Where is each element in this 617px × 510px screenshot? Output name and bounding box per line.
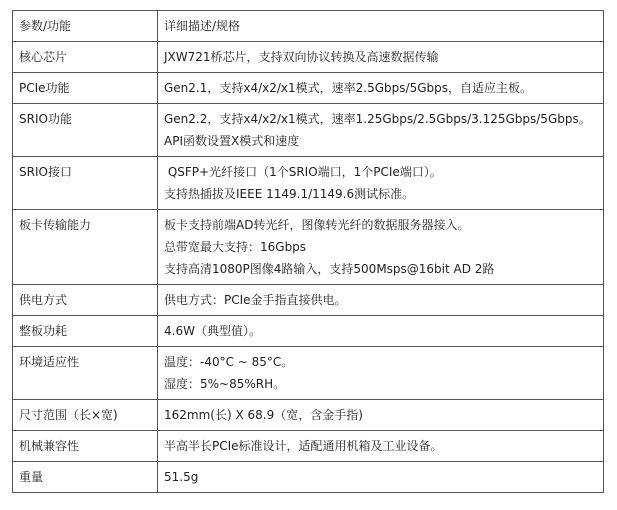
desc-line: 162mm(长) X 68.9（宽，含金手指) (164, 408, 363, 422)
param-cell (13, 462, 158, 493)
table-row (13, 157, 604, 210)
param-cell (13, 316, 158, 347)
desc-line: API函数设置X模式和速度 (164, 134, 300, 148)
param-cell (13, 73, 158, 104)
param-cell (13, 431, 158, 462)
param-label: 整板功耗 (19, 324, 68, 338)
table-row (13, 347, 604, 400)
desc-cell (158, 316, 604, 347)
param-cell (13, 42, 158, 73)
desc-cell (158, 462, 604, 493)
desc-line: 51.5g (164, 470, 199, 484)
param-label: 核心芯片 (19, 50, 68, 64)
header-param-cell (13, 11, 158, 42)
param-cell (13, 104, 158, 157)
desc-cell (158, 157, 604, 210)
spec-table (12, 10, 604, 493)
desc-cell (158, 431, 604, 462)
desc-line: Gen2.1，支持x4/x2/x1模式，速率2.5Gbps/5Gbps，自适应主板。 (164, 81, 532, 95)
table-row (13, 73, 604, 104)
desc-cell (158, 285, 604, 316)
desc-cell (158, 400, 604, 431)
table-row (13, 42, 604, 73)
param-cell (13, 400, 158, 431)
desc-cell (158, 347, 604, 400)
desc-line: 湿度：5%~85%RH。 (164, 377, 286, 391)
header-desc-cell (158, 11, 604, 42)
table-row (13, 104, 604, 157)
desc-line: Gen2.2，支持x4/x2/x1模式，速率1.25Gbps/2.5Gbps/3.125Gbps/5Gbps。 (164, 112, 591, 126)
desc-line: JXW721桥芯片，支持双向协议转换及高速数据传输 (164, 50, 439, 64)
param-label: SRIO接口 (19, 165, 72, 179)
desc-cell (158, 104, 604, 157)
desc-line: 温度：-40°C ~ 85°C。 (164, 355, 294, 369)
desc-line: 供电方式：PCIe金手指直接供电。 (164, 293, 347, 307)
param-cell (13, 347, 158, 400)
desc-line: 支持热插拔及IEEE 1149.1/1149.6测试标准。 (164, 187, 415, 201)
table-row (13, 210, 604, 285)
param-cell (13, 210, 158, 285)
param-cell (13, 157, 158, 210)
header-desc-label: 详细描述/规格 (164, 19, 241, 33)
param-label: 重量 (19, 470, 44, 484)
desc-cell (158, 73, 604, 104)
desc-line: QSFP+光纤接口（1个SRIO端口，1个PCIe端口）。 (164, 165, 442, 179)
param-label: PCIe功能 (19, 81, 70, 95)
table-row (13, 462, 604, 493)
param-label: 供电方式 (19, 293, 68, 307)
table-row (13, 431, 604, 462)
desc-line: 4.6W（典型值）。 (164, 324, 261, 338)
param-cell (13, 285, 158, 316)
table-row (13, 400, 604, 431)
param-label: 环境适应性 (19, 355, 80, 369)
param-label: 板卡传输能力 (19, 218, 92, 232)
desc-line: 半高半长PCIe标准设计，适配通用机箱及工业设备。 (164, 439, 443, 453)
desc-line: 总带宽最大支持：16Gbps (164, 240, 307, 254)
desc-line: 支持高清1080P图像4路输入，支持500Msps@16bit AD 2路 (164, 262, 495, 276)
param-label: 尺寸范围（长×宽) (19, 408, 118, 422)
table-row (13, 285, 604, 316)
table-row (13, 316, 604, 347)
desc-line: 板卡支持前端AD转光纤，图像转光纤的数据服务器接入。 (164, 218, 470, 232)
table-header-row (13, 11, 604, 42)
param-label: 机械兼容性 (19, 439, 80, 453)
desc-cell (158, 42, 604, 73)
param-label: SRIO功能 (19, 112, 72, 126)
desc-cell (158, 210, 604, 285)
header-param-label: 参数/功能 (19, 19, 72, 33)
